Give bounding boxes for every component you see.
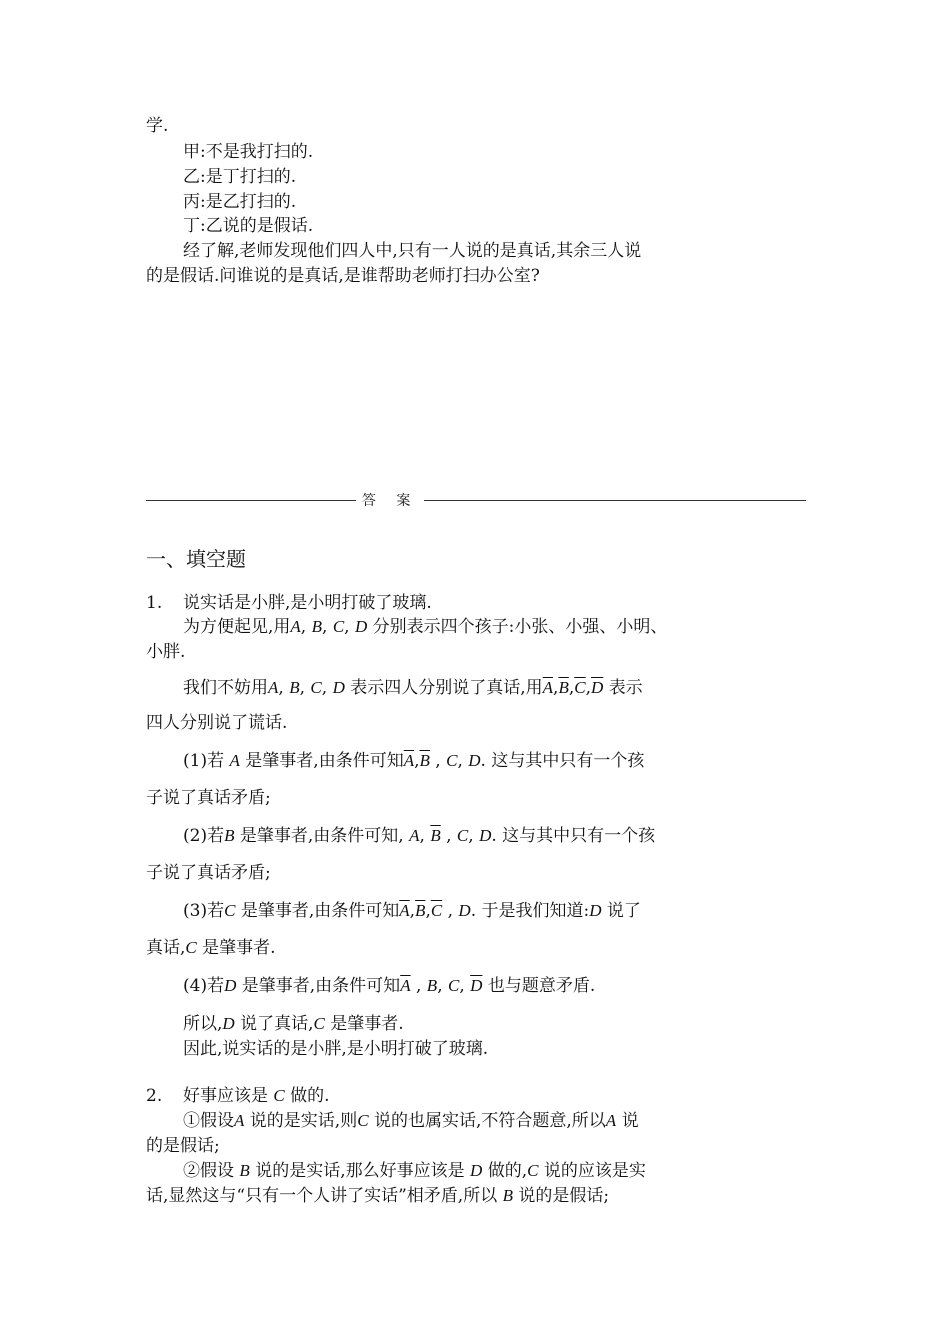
text-line: 因此,说实话的是小胖,是小明打破了玻璃. bbox=[183, 1039, 489, 1059]
text-line: (1)若 A 是肇事者,由条件可知$\overline{A},\overline{B}$ , C, D. 这与其中只有一个孩 bbox=[183, 751, 645, 771]
text-line: ①假设A 说的是实话,则C 说的也属实话,不符合题意,所以A 说 bbox=[183, 1111, 639, 1131]
text-line: 丙:是乙打扫的. bbox=[183, 192, 297, 212]
answer-2-head: 2. 好事应该是 C 做的. bbox=[146, 1086, 330, 1106]
text-line: 我们不妨用A, B, C, D 表示四人分别说了真话,用$\overline{A},\overline{B},\overline{C},\overline{D}$ 表示 bbox=[183, 678, 643, 698]
text-line: 学. bbox=[146, 116, 169, 136]
text-line: 经了解,老师发现他们四人中,只有一人说的是真话,其余三人说 bbox=[183, 241, 642, 261]
text-line: 四人分别说了谎话. bbox=[146, 713, 288, 733]
text-line: 真话,C 是肇事者. bbox=[146, 938, 276, 958]
answer-1-head: 1. 说实话是小胖,是小明打破了玻璃. bbox=[146, 593, 432, 613]
text-line: 乙:是丁打扫的. bbox=[183, 167, 297, 187]
text-line: 子说了真话矛盾; bbox=[146, 788, 271, 808]
text-line: (3)若C 是肇事者,由条件可知$\overline{A},\overline{B},\overline{C}$ , D. 于是我们知道:D 说了 bbox=[183, 901, 641, 921]
answer-divider bbox=[146, 490, 806, 510]
text-line: 甲:不是我打扫的. bbox=[183, 142, 314, 162]
text-line: 所以,D 说了真话,C 是肇事者. bbox=[183, 1014, 404, 1034]
text-line: 的是假话.问谁说的是真话,是谁帮助老师打扫办公室? bbox=[146, 266, 540, 286]
text-line: 丁:乙说的是假话. bbox=[183, 216, 314, 236]
divider-label: 答 案 bbox=[361, 493, 419, 509]
text-line: 话,显然这与“只有一个人讲了实话”相矛盾,所以 B 说的是假话; bbox=[146, 1186, 610, 1206]
text-line: (4)若D 是肇事者,由条件可知$\overline{A}$ , B, C, $\overline{D}$ 也与题意矛盾. bbox=[183, 976, 596, 996]
text-line: 小胖. bbox=[146, 642, 186, 662]
text-line: 子说了真话矛盾; bbox=[146, 863, 271, 883]
text-line: ②假设 B 说的是实话,那么好事应该是 D 做的,C 说的应该是实 bbox=[183, 1161, 646, 1181]
text-line: 为方便起见,用A, B, C, D 分别表示四个孩子:小张、小强、小明、 bbox=[183, 617, 668, 637]
section-title: 一、填空题 bbox=[146, 547, 246, 571]
text-line: (2)若B 是肇事者,由条件可知, A, $\overline{B}$ , C, D. 这与其中只有一个孩 bbox=[183, 826, 656, 846]
text-line: 的是假话; bbox=[146, 1136, 220, 1156]
